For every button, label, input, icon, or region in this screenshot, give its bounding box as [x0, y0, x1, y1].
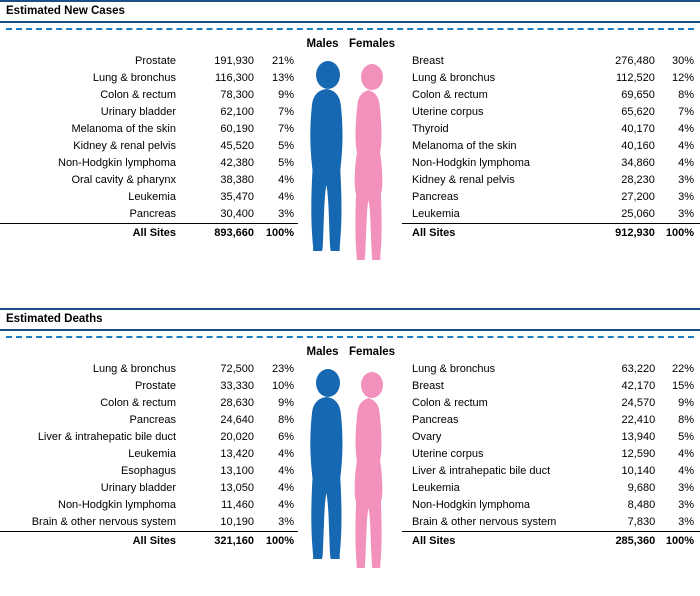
cell-site: Lung & bronchus: [92, 363, 176, 375]
cell-site: Colon & rectum: [100, 397, 176, 409]
cell-percent: 4%: [678, 123, 694, 135]
cell-count: 65,620: [621, 106, 655, 118]
cell-count: 11,460: [221, 499, 254, 511]
panel-body-new-cases: [0, 30, 700, 288]
cell-site: Leukemia: [128, 191, 176, 203]
table-male-new-cases: [0, 53, 298, 242]
cell-site: Colon & rectum: [412, 89, 488, 101]
cell-total-label: All Sites: [402, 532, 590, 551]
panel-gap: [0, 288, 700, 302]
cell-percent: 3%: [678, 191, 694, 203]
cell-count: 276,480: [615, 55, 655, 67]
cell-percent: 3%: [278, 516, 294, 528]
cell-count: 10,140: [621, 465, 656, 477]
table-row: [402, 480, 700, 497]
table-row: [402, 104, 700, 121]
cell-count: 12,590: [621, 448, 656, 460]
panel-estimated-new-cases: [0, 0, 700, 288]
table-row: [402, 155, 700, 172]
cell-percent: 5%: [278, 157, 294, 169]
cell-site: Lung & bronchus: [412, 72, 496, 84]
table-row: [402, 497, 700, 514]
cell-count: 13,940: [621, 431, 656, 443]
cell-count: 7,830: [627, 516, 656, 528]
cell-count: 9,680: [627, 482, 656, 494]
female-figure-icon: [355, 64, 383, 260]
table-row: [402, 121, 700, 138]
cell-total-count: 893,660: [186, 224, 254, 243]
cell-site: Prostate: [135, 380, 176, 392]
cell-percent: 3%: [678, 516, 694, 528]
table-row-total: [0, 532, 298, 551]
female-table-new-cases: [402, 36, 700, 242]
cell-percent: 3%: [678, 208, 694, 220]
cell-percent: 12%: [671, 72, 694, 84]
table-row: [0, 480, 298, 497]
table-row: [0, 138, 298, 155]
table-row: [402, 53, 700, 70]
cell-count: 112,520: [615, 72, 655, 84]
cell-site: Thyroid: [412, 123, 449, 135]
cell-total-percent: 100%: [655, 224, 700, 243]
male-figure-icon: [310, 369, 342, 559]
cell-site: Kidney & renal pelvis: [412, 174, 515, 186]
panel-body-deaths: [0, 338, 700, 596]
cell-percent: 9%: [278, 89, 294, 101]
cell-total-percent: 100%: [254, 224, 298, 243]
cell-count: 62,100: [220, 106, 254, 118]
cell-site: Non-Hodgkin lymphoma: [58, 499, 176, 511]
cell-site: Uterine corpus: [412, 448, 484, 460]
cell-count: 34,860: [621, 157, 655, 169]
table-row: [402, 172, 700, 189]
cell-count: 28,230: [621, 174, 655, 186]
table-female-deaths: [402, 361, 700, 550]
cell-total-label: All Sites: [0, 224, 186, 243]
female-table-deaths: [402, 344, 700, 550]
cell-count: 42,380: [220, 157, 254, 169]
cell-site: Pancreas: [129, 414, 176, 426]
cell-count: 27,200: [621, 191, 655, 203]
female-figure-icon: [355, 372, 383, 568]
table-row: [0, 155, 298, 172]
table-row: [0, 206, 298, 224]
table-row: [402, 378, 700, 395]
cell-percent: 4%: [278, 191, 294, 203]
cell-count: 72,500: [220, 363, 254, 375]
table-row-total: [402, 224, 700, 243]
cell-count: 28,630: [220, 397, 254, 409]
figure-pair-new-cases: [298, 36, 402, 288]
cell-count: 69,650: [621, 89, 655, 101]
cell-site: Pancreas: [412, 191, 459, 203]
table-row: [0, 361, 298, 378]
cell-site: Colon & rectum: [100, 89, 176, 101]
cell-percent: 4%: [678, 140, 694, 152]
cell-count: 30,400: [220, 208, 254, 220]
cell-site: Kidney & renal pelvis: [73, 140, 176, 152]
cell-percent: 9%: [678, 397, 694, 409]
cell-site: Liver & intrahepatic bile duct: [412, 465, 551, 477]
table-row: [402, 87, 700, 104]
cell-count: 8,480: [627, 499, 656, 511]
cell-percent: 4%: [278, 499, 294, 511]
cell-total-count: 912,930: [589, 224, 655, 243]
cell-site: Breast: [412, 55, 444, 67]
cell-percent: 23%: [271, 363, 294, 375]
cell-percent: 4%: [678, 448, 694, 460]
table-row: [0, 395, 298, 412]
cell-site: Leukemia: [412, 482, 460, 494]
table-row: [402, 138, 700, 155]
table-row: [0, 53, 298, 70]
female-column-header: Females: [349, 38, 396, 50]
cell-percent: 15%: [671, 380, 694, 392]
cell-site: Non-Hodgkin lymphoma: [412, 499, 530, 511]
cell-count: 40,170: [621, 123, 655, 135]
cell-site: Colon & rectum: [412, 397, 488, 409]
table-row: [0, 189, 298, 206]
table-row: [0, 412, 298, 429]
cell-count: 20,020: [220, 431, 254, 443]
cell-site: Prostate: [135, 55, 176, 67]
table-row: [402, 70, 700, 87]
cell-total-label: All Sites: [402, 224, 589, 243]
table-row: [0, 378, 298, 395]
table-row: [0, 87, 298, 104]
cell-count: 116,300: [215, 72, 254, 84]
section-title-deaths: Estimated Deaths: [0, 308, 700, 331]
cell-site: Non-Hodgkin lymphoma: [58, 157, 176, 169]
panel-estimated-deaths: [0, 308, 700, 596]
cell-percent: 7%: [678, 106, 694, 118]
cell-total-percent: 100%: [655, 532, 700, 551]
cell-percent: 8%: [678, 89, 694, 101]
table-male-deaths: [0, 361, 298, 550]
male-table-new-cases: [0, 36, 298, 242]
cell-count: 25,060: [621, 208, 655, 220]
cell-site: Melanoma of the skin: [71, 123, 176, 135]
cell-site: Urinary bladder: [100, 482, 176, 494]
cell-site: Oral cavity & pharynx: [71, 174, 176, 186]
table-row: [0, 121, 298, 138]
human-figures-illustration: [298, 53, 402, 288]
cell-percent: 13%: [271, 72, 294, 84]
cell-site: Lung & bronchus: [92, 72, 176, 84]
table-row: [0, 514, 298, 532]
cell-percent: 4%: [278, 482, 294, 494]
cell-site: Pancreas: [412, 414, 459, 426]
cell-percent: 4%: [278, 448, 294, 460]
cell-count: 35,470: [220, 191, 254, 203]
cell-count: 63,220: [621, 363, 656, 375]
cell-percent: 10%: [271, 380, 294, 392]
cell-site: Liver & intrahepatic bile duct: [37, 431, 176, 443]
cell-percent: 3%: [678, 174, 694, 186]
cell-percent: 7%: [278, 106, 294, 118]
cell-site: Brain & other nervous system: [31, 516, 176, 528]
cell-count: 78,300: [220, 89, 254, 101]
table-row: [0, 70, 298, 87]
table-row: [0, 172, 298, 189]
cell-site: Urinary bladder: [100, 106, 176, 118]
cell-percent: 4%: [278, 174, 294, 186]
cell-site: Uterine corpus: [412, 106, 484, 118]
human-figures-illustration: [298, 361, 402, 596]
cell-count: 38,380: [220, 174, 254, 186]
table-row: [402, 429, 700, 446]
table-row: [402, 463, 700, 480]
cell-percent: 4%: [278, 465, 294, 477]
cell-percent: 4%: [678, 465, 694, 477]
cell-percent: 21%: [271, 55, 294, 67]
cell-percent: 30%: [671, 55, 694, 67]
cell-percent: 9%: [278, 397, 294, 409]
cell-count: 60,190: [220, 123, 254, 135]
cell-count: 22,410: [621, 414, 656, 426]
female-column-header: Females: [349, 346, 396, 358]
cell-site: Non-Hodgkin lymphoma: [412, 157, 530, 169]
cell-count: 40,160: [621, 140, 655, 152]
cell-count: 24,570: [621, 397, 656, 409]
section-title-new-cases: Estimated New Cases: [0, 0, 700, 23]
table-row: [402, 514, 700, 532]
cell-total-label: All Sites: [0, 532, 186, 551]
cell-percent: 3%: [678, 499, 694, 511]
cell-site: Brain & other nervous system: [412, 516, 557, 528]
cell-percent: 6%: [278, 431, 294, 443]
male-column-header: Males: [306, 346, 339, 358]
cell-site: Melanoma of the skin: [412, 140, 517, 152]
cell-percent: 3%: [278, 208, 294, 220]
table-row-total: [0, 224, 298, 243]
cell-total-percent: 100%: [254, 532, 298, 551]
cell-count: 191,930: [214, 55, 254, 67]
male-column-header: Males: [306, 38, 339, 50]
cell-percent: 8%: [678, 414, 694, 426]
cell-total-count: 321,160: [186, 532, 254, 551]
table-row: [402, 446, 700, 463]
cell-site: Leukemia: [412, 208, 460, 220]
table-row: [0, 497, 298, 514]
cell-total-count: 285,360: [590, 532, 655, 551]
cell-site: Leukemia: [128, 448, 176, 460]
cell-site: Breast: [412, 380, 444, 392]
cell-site: Esophagus: [120, 465, 176, 477]
table-row: [0, 429, 298, 446]
cell-count: 13,420: [220, 448, 254, 460]
cell-percent: 8%: [278, 414, 294, 426]
cell-site: Lung & bronchus: [412, 363, 496, 375]
cell-site: Ovary: [412, 431, 442, 443]
cell-percent: 3%: [678, 482, 694, 494]
table-row: [0, 463, 298, 480]
male-figure-icon: [310, 61, 342, 251]
cell-percent: 5%: [678, 431, 694, 443]
table-row-total: [402, 532, 700, 551]
cell-count: 42,170: [621, 380, 656, 392]
cell-percent: 5%: [278, 140, 294, 152]
table-row: [402, 395, 700, 412]
table-row: [402, 206, 700, 224]
cell-count: 13,100: [220, 465, 254, 477]
table-row: [402, 189, 700, 206]
table-row: [0, 446, 298, 463]
cell-percent: 7%: [278, 123, 294, 135]
cell-count: 13,050: [220, 482, 254, 494]
cell-percent: 22%: [671, 363, 694, 375]
cell-count: 10,190: [220, 516, 254, 528]
table-row: [0, 104, 298, 121]
cell-count: 33,330: [220, 380, 254, 392]
cell-count: 24,640: [220, 414, 254, 426]
cell-percent: 4%: [678, 157, 694, 169]
cell-site: Pancreas: [129, 208, 176, 220]
figure-pair-deaths: [298, 344, 402, 596]
cell-count: 45,520: [220, 140, 254, 152]
table-female-new-cases: [402, 53, 700, 242]
table-row: [402, 361, 700, 378]
male-table-deaths: [0, 344, 298, 550]
table-row: [402, 412, 700, 429]
